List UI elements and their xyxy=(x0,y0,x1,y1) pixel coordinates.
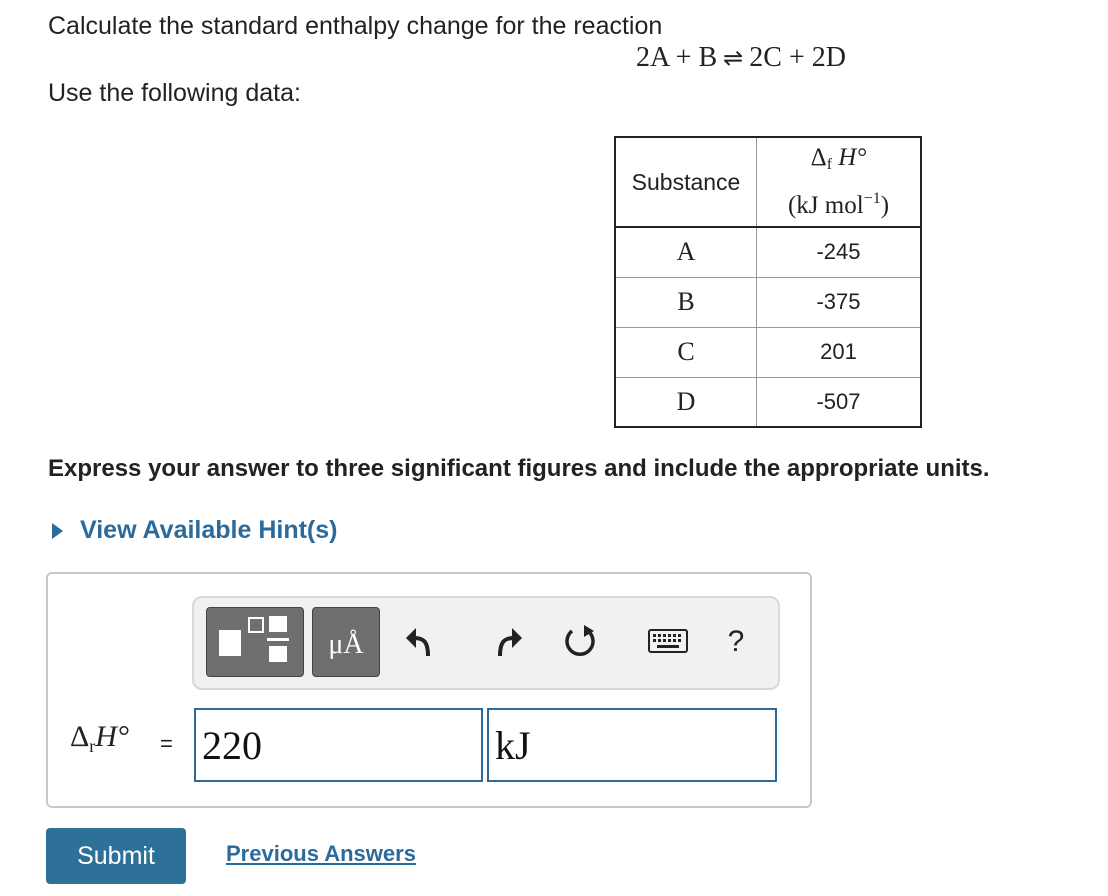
answer-value-input[interactable]: 220 xyxy=(194,708,483,782)
subscript-f: f xyxy=(826,156,833,173)
units-button[interactable] xyxy=(312,607,380,677)
table-row xyxy=(615,227,921,277)
view-hints-link[interactable] xyxy=(52,516,337,545)
units-prefix: (kJ mol xyxy=(787,192,864,219)
units-exponent: −1 xyxy=(863,190,881,207)
delta-symbol: Δ xyxy=(70,720,90,753)
substance-cell: A xyxy=(615,227,757,277)
help-button[interactable] xyxy=(712,620,760,664)
substance-cell: B xyxy=(615,277,757,327)
undo-button[interactable] xyxy=(396,620,444,664)
units-suffix: ) xyxy=(880,192,890,219)
redo-icon xyxy=(490,624,526,660)
equals-sign: = xyxy=(160,731,173,756)
answer-unit-input[interactable]: kJ xyxy=(487,708,777,782)
substance-cell: C xyxy=(615,327,757,377)
enthalpy-cell: -507 xyxy=(757,377,922,427)
table-row xyxy=(615,377,921,427)
instruction-text: Express your answer to three significant figures and include the appropriate units. xyxy=(48,455,990,482)
column-header-substance: Substance xyxy=(615,137,757,227)
reaction-right: 2C + 2D xyxy=(749,42,846,73)
submit-button[interactable]: Submit xyxy=(46,828,186,884)
table-header-row xyxy=(615,137,921,227)
units-icon: μÅ xyxy=(328,629,364,660)
enthalpy-cell: -245 xyxy=(757,227,922,277)
enthalpy-cell: 201 xyxy=(757,327,922,377)
answer-variable-label xyxy=(70,720,129,757)
templates-icon xyxy=(207,608,303,676)
enthalpy-cell: -375 xyxy=(757,277,922,327)
previous-answers-link[interactable]: Previous Answers xyxy=(226,841,416,866)
undo-icon xyxy=(402,624,438,660)
reset-icon xyxy=(560,622,600,662)
reset-button[interactable] xyxy=(556,620,604,664)
table-row xyxy=(615,277,921,327)
reaction-equation xyxy=(636,42,846,74)
column-header-enthalpy xyxy=(757,137,922,227)
help-icon: ? xyxy=(727,625,745,658)
data-intro-text: Use the following data: xyxy=(48,79,301,107)
subscript-r: r xyxy=(89,736,96,756)
reaction-left: 2A + B xyxy=(636,42,718,73)
templates-button[interactable] xyxy=(206,607,304,677)
delta-symbol: Δ xyxy=(810,144,827,171)
keyboard-icon xyxy=(648,629,688,655)
view-hints-label: View Available Hint(s) xyxy=(80,516,338,544)
question-text: Calculate the standard enthalpy change for the reaction xyxy=(48,12,663,40)
table-row xyxy=(615,327,921,377)
enthalpy-data-table xyxy=(614,136,922,428)
equilibrium-arrow-icon: ⇌ xyxy=(723,44,744,72)
redo-button[interactable] xyxy=(484,620,532,664)
substance-cell: D xyxy=(615,377,757,427)
keyboard-button[interactable] xyxy=(644,620,692,664)
expand-triangle-icon xyxy=(52,523,63,539)
h-symbol: H° xyxy=(95,720,129,753)
h-symbol: H° xyxy=(838,144,867,171)
